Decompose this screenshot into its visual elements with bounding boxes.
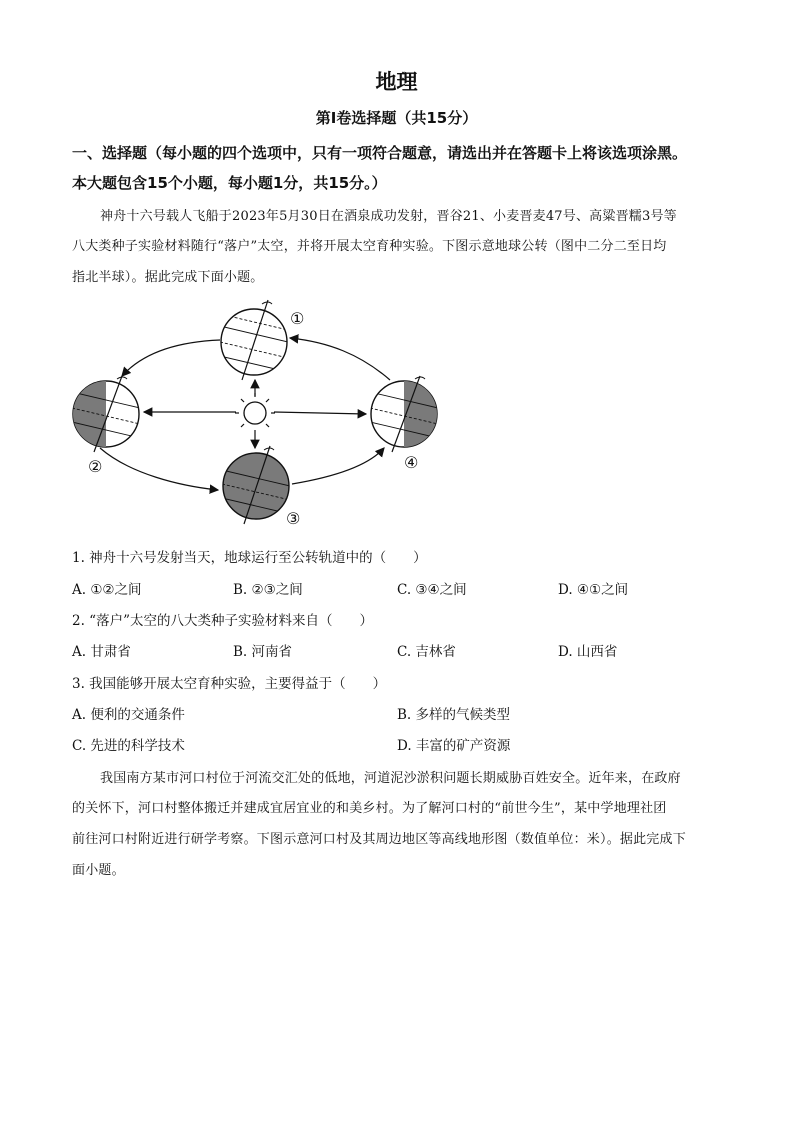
passage2-line-1: 我国南方某市河口村位于河流交汇处的低地，河道泥沙淤积问题长期威胁百姓安全。近年来，在政府 (100, 771, 681, 786)
question-3-option-d[interactable]: D. 丰富的矿产资源 (397, 738, 511, 754)
question-3-stem: 3. 我国能够开展太空育种实验，主要得益于（ ） (72, 676, 387, 692)
question-2-stem: 2. “落户”太空的八大类种子实验材料来自（ ） (72, 613, 373, 629)
question-1-option-b[interactable]: B. ②③之间 (233, 582, 303, 598)
instructions-line-1: 一、选择题（每小题的四个选项中，只有一项符合题意，请选出并在答题卡上将该选项涂黑。 (72, 144, 688, 162)
question-2-option-b[interactable]: B. 河南省 (233, 644, 293, 660)
question-3-option-c[interactable]: C. 先进的科学技术 (72, 738, 185, 754)
question-3-option-b[interactable]: B. 多样的气候类型 (397, 707, 511, 723)
earth-position-3 (222, 446, 290, 524)
earth-position-2 (72, 376, 140, 452)
passage2-line-4: 面小题。 (72, 863, 125, 878)
question-3-option-a[interactable]: A. 便利的交通条件 (72, 707, 185, 723)
question-1-stem: 1. 神舟十六号发射当天，地球运行至公转轨道中的（ ） (72, 550, 427, 566)
page-title: 地理 (375, 70, 418, 94)
diagram-label-3: ③ (286, 509, 301, 528)
passage1-line-3: 指北半球）。据此完成下面小题。 (72, 270, 264, 285)
diagram-label-4: ④ (404, 453, 419, 472)
diagram-label-2: ② (88, 457, 103, 476)
instructions-line-2: 本大题包含15个小题，每小题1分，共15分。） (72, 174, 387, 192)
passage2-line-3: 前往河口村附近进行研学考察。下图示意河口村及其周边地区等高线地形图（数值单位：米）。据此完成下 (72, 832, 686, 847)
passage1-line-1: 神舟十六号载人飞船于2023年5月30日在酒泉成功发射，晋谷21、小麦晋麦47号、高粱晋糯3号等 (100, 209, 677, 224)
earth-position-1 (220, 300, 288, 380)
passage1-line-2: 八大类种子实验材料随行“落户”太空，并将开展太空育种实验。下图示意地球公转（图中二分二至日均 (72, 239, 667, 254)
earth-revolution-diagram (60, 296, 460, 532)
earth-position-4 (370, 376, 438, 452)
question-2-option-a[interactable]: A. 甘肃省 (72, 644, 131, 660)
question-1-option-d[interactable]: D. ④①之间 (558, 582, 629, 598)
passage2-line-2: 的关怀下，河口村整体搬迁并建成宜居宜业的和美乡村。为了解河口村的“前世今生”，某中学地理社团 (72, 801, 667, 816)
sun-icon (235, 393, 275, 427)
question-2-option-d[interactable]: D. 山西省 (558, 644, 618, 660)
question-2-option-c[interactable]: C. 吉林省 (397, 644, 456, 660)
question-1-option-a[interactable]: A. ①②之间 (72, 582, 142, 598)
section-title: 第Ⅰ卷选择题（共15分） (315, 109, 478, 127)
question-1-option-c[interactable]: C. ③④之间 (397, 582, 467, 598)
diagram-label-1: ① (290, 309, 305, 328)
